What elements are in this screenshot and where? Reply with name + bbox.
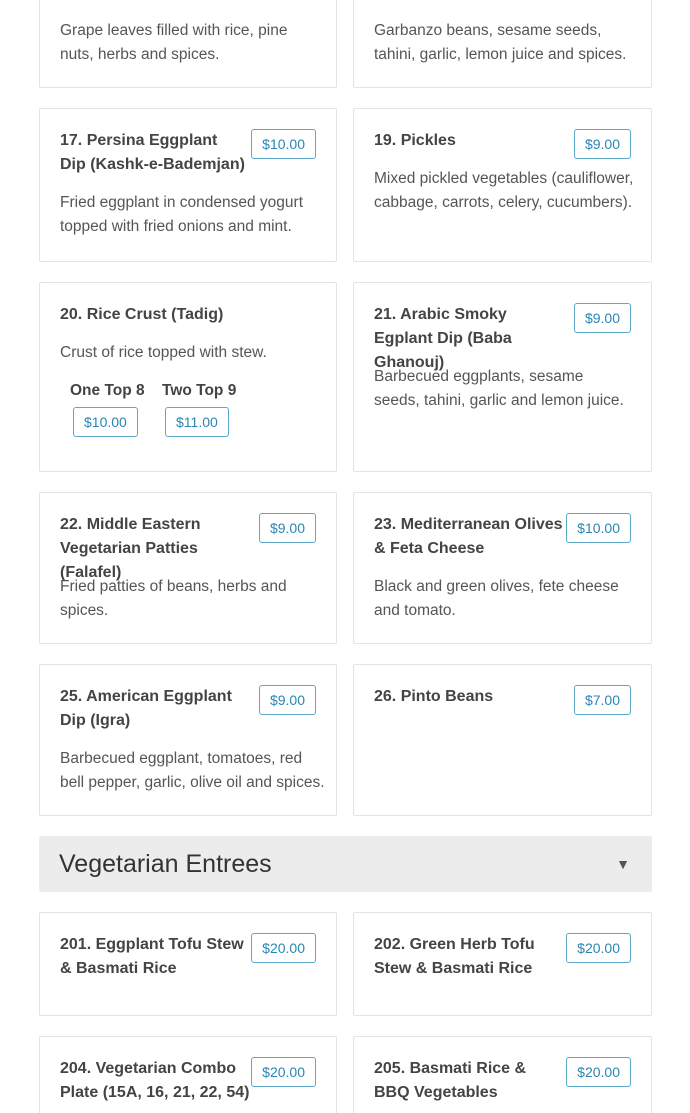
item-description: Barbecued eggplant, tomatoes, red bell pepper, garlic, olive oil and spices. — [60, 750, 325, 791]
collapse-caret-icon[interactable]: ▼ — [616, 856, 630, 872]
item-title: 22. Middle Eastern Vegetarian Patties (Falafel) — [60, 516, 201, 581]
option-label-one-top: One Top 8 — [70, 382, 145, 399]
menu-item-card-201[interactable] — [39, 912, 337, 1016]
item-title: 19. Pickles — [374, 132, 456, 149]
menu-item-card-15[interactable] — [39, 0, 337, 88]
item-title: 25. American Eggplant Dip (Igra) — [60, 688, 232, 729]
item-description: Fried eggplant in condensed yogurt topped with fried onions and mint. — [60, 194, 303, 235]
add-to-order-price-button[interactable]: $10.00 — [566, 513, 631, 543]
menu-item-card-19[interactable] — [353, 108, 652, 262]
menu-item-card-26[interactable] — [353, 664, 652, 816]
menu-item-card-16[interactable] — [353, 0, 652, 88]
item-description: Crust of rice topped with stew. — [60, 344, 267, 361]
add-to-order-price-button[interactable]: $20.00 — [251, 1057, 316, 1087]
item-description: Garbanzo beans, sesame seeds, tahini, garlic, lemon juice and spices. — [374, 22, 627, 63]
item-title: 205. Basmati Rice & BBQ Vegetables — [374, 1060, 527, 1101]
item-description: Barbecued eggplants, sesame seeds, tahini, garlic and lemon juice. — [374, 368, 624, 409]
menu-item-card-22[interactable] — [39, 492, 337, 644]
add-to-order-price-button[interactable]: $9.00 — [574, 303, 631, 333]
section-header-vegetarian-entrees[interactable] — [39, 836, 652, 892]
item-title: 204. Vegetarian Combo Plate (15A, 16, 21, 22, 54) — [60, 1060, 250, 1101]
item-title: 20. Rice Crust (Tadig) — [60, 306, 224, 323]
add-to-order-price-button[interactable]: $20.00 — [566, 1057, 631, 1087]
option-price-two-top-button[interactable]: $11.00 — [165, 407, 229, 437]
item-description: Black and green olives, fete cheese and tomato. — [374, 578, 619, 619]
item-description: Grape leaves filled with rice, pine nuts, herbs and spices. — [60, 22, 288, 63]
add-to-order-price-button[interactable]: $9.00 — [574, 129, 631, 159]
option-label-two-top: Two Top 9 — [162, 382, 237, 399]
add-to-order-price-button[interactable]: $20.00 — [566, 933, 631, 963]
item-description: Fried patties of beans, herbs and spices. — [60, 578, 287, 619]
add-to-order-price-button[interactable]: $10.00 — [251, 129, 316, 159]
menu-item-card-17[interactable] — [39, 108, 337, 262]
option-price-one-top-button[interactable]: $10.00 — [73, 407, 138, 437]
add-to-order-price-button[interactable]: $7.00 — [574, 685, 631, 715]
menu-item-card-205[interactable] — [353, 1036, 652, 1113]
item-title: 21. Arabic Smoky Egplant Dip (Baba Ghanouj) — [374, 306, 512, 371]
add-to-order-price-button[interactable]: $20.00 — [251, 933, 316, 963]
add-to-order-price-button[interactable]: $9.00 — [259, 513, 316, 543]
item-title: 26. Pinto Beans — [374, 688, 494, 705]
menu-item-card-20[interactable] — [39, 282, 337, 472]
section-title: Vegetarian Entrees — [59, 850, 272, 878]
menu-item-card-25[interactable] — [39, 664, 337, 816]
menu-item-card-23[interactable] — [353, 492, 652, 644]
item-description: Mixed pickled vegetables (cauliflower, cabbage, carrots, celery, cucumbers). — [374, 170, 634, 211]
item-title: 17. Persina Eggplant Dip (Kashk-e-Bademjan) — [60, 132, 245, 173]
menu-item-card-21[interactable] — [353, 282, 652, 472]
menu-item-card-202[interactable] — [353, 912, 652, 1016]
item-title: 201. Eggplant Tofu Stew & Basmati Rice — [60, 936, 244, 977]
menu-item-card-204[interactable] — [39, 1036, 337, 1113]
item-title: 23. Mediterranean Olives & Feta Cheese — [374, 516, 563, 557]
item-title: 202. Green Herb Tofu Stew & Basmati Rice — [374, 936, 535, 977]
add-to-order-price-button[interactable]: $9.00 — [259, 685, 316, 715]
